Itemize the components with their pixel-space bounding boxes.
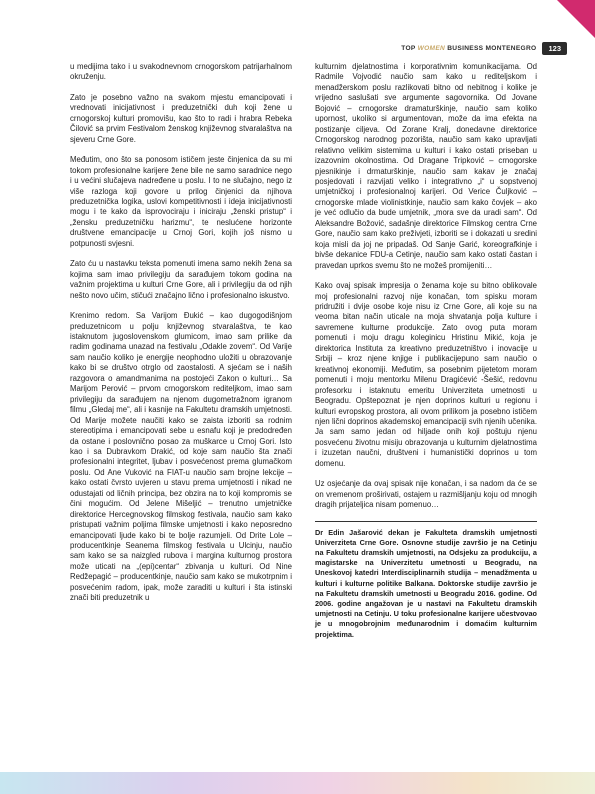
paragraph: Zato je posebno važno na svakom mjestu emancipovati i vrednovati inicijativnost i preduzetnički duh koji žene u crnogorskoj kulturi promovišu, kao što to radi i hrabra Rebeka Čilović sa prvim Festivalom ženskog književnog stvaralaštva na sjeveru Crne Gore.	[70, 92, 292, 144]
page-number: 123	[542, 42, 567, 55]
paragraph: u medijima tako i u svakodnevnom crnogorskom patrijarhalnom okruženju.	[70, 62, 292, 82]
left-text-column	[70, 62, 292, 614]
paragraph: Zato ću u nastavku teksta pomenuti imena samo nekih žena sa kojima sam imao privilegiju da sarađujem tokom godina na važnim projektima u kulturi Crne Gore, ali i privilegiju da od njih nešto novo učim, stičući značajno lično i profesionalno iskustvo.	[70, 259, 292, 300]
running-header	[401, 42, 567, 54]
paragraph: Uz osjećanje da ovaj spisak nije konačan, i sa nadom da će se on vremenom proširivati, ostajem u razmišljanju koju od mnogih dragih prijatelјica nisam pomenuo…	[315, 479, 537, 510]
footer-gradient-band	[0, 772, 595, 794]
right-text-column	[315, 62, 537, 650]
bio-divider	[315, 521, 537, 522]
brand-women: WOMEN	[417, 44, 446, 52]
paragraph: Kako ovaj spisak impresija o ženama koje su bitno oblikovale moj profesionalni razvoj nije konačan, tom spisku moram pridružiti i dvije osobe koje nisu iz Crne Gore, ali koje su na veoma bitan način uticale na moja shvatanja polja kulture i savremene kulturne produkcije. Zato ovog puta moram pomenuti i moju dragu koleginicu Hristinu Mikić, koja je direktorica Instituta za kreativno preduzetništvo i inovacije u Srbiji – kroz njene knjige i publikacijepuno sam naučio o kreativnoj ekonomiji. Međutim, sa posebnim pijetetom moram pomenuti i moju mentorku Milenu Dragićević -Šešić, redovnu profesorku i istaknutu emeritu Univerziteta umetnosti u Beogradu. Opštepoznat je njen doprinos kulturi u regionu i kulturi evropskog prostora, ali ovom prilikom ja posebno ističem njen lični doprinos akademskoj emancipaciji svih njenih učenika. Ja sam samo jedan od hiljade onih koji poštuju njenu posvećenu životnu misiju obrazovanja u kulturnim djelatnostima i izuzetan naučni, društveni i humanistički doprinos u tom domenu.	[315, 281, 537, 468]
brand-suffix: BUSINESS MONTENEGRO	[445, 44, 537, 52]
corner-accent-triangle	[557, 0, 595, 38]
paragraph: kulturnim djelatnostima i korporativnim komunikacijama. Od Radmile Vojvodić naučio sam kako u rediteljskom i menadžerskom poslu razlikovati bitno od nebitnog i kolike je vrijedno saslušati sve argumente sagovornika. Od Jovane Bojović – crnogorske dramaturškinje, naučio sam koliko upornost, ukoliko si argumentovan, može da ima efekta na postizanje cilјeva. Od Zorane Kralj, donedavne direktorice Crnogorskog narodnog pozorišta, naučio sam kako upravljati relativno velikim sistemima u kulturi i kako ostati priseban u izazovnim okolnostima. Od Dragane Tripković – crnogorske pjesnikinje i drmaturškinje, naučio sam kakav je značaj posjedovati i razvijati veliko i integrativno „i“ u sopstvenoj umjetničkoj i profesionalnoj karijeri. Od Verice Čuljković – crnogorske mlade violinistkinje, naučio sam kako čovjek – ako je već odlučio da bude umjetnik, „mora sve da uradi sam“. Od Aleksandre Božović, sadašnje direktorice Filmskog centra Crne Gore, naučio sam kako preživjeti, izboriti se i dokazati u sredini koja misli da joj ne pripadaš. Od Sanje Garić, koreografkinje i bivše dekanice FDU-a Cetinje, naučio sam kako ostati častan i pravedan uprkos svemu što ne možeš promijeniti…	[315, 62, 537, 270]
paragraph: Krenimo redom. Sa Varijom Đukić – kao dugogodišnjom preduzetnicom u polju književnog stvaralaštva, te kao istaknutom jugoslovenskom glumicom, imao sam prilike da radim godinama unazad na festivalu „Odakle zovem“. Od Varije sam naučio koliko je energije neophodno uložiti u obrazovanje kako bi se društvo otrglo od zaostalosti. A sjećam se i naših razgovora o amandmanima na postojeći Zakon o kulturi… Sa Marijom Perović – prvom crnogorskom rediteljkom, imao sam privilegiju da sarađujem na njenom dugometražnom igranom filmu „Gledaj me“, ali i kasnije na Fakultetu dramskih umjetnosti. Od Marije možete naučiti kako se zaista izboriti sa rodnim stereotipima i emancipovati sebe u esnafu koji je predodređen da ostane i poslovnično posao za muškarce u Crnoj Gori. Isto kao i sa Dubravkom Drakić, od koje sam naučio šta znači profesionalni integritet, ljubav i posvećenost prema glumačkom poslu. Od Ane Vuković na FIAT-u naučio sam brojne lekcije – kako ostati čvrsto uvjeren u stavu prema umjetnosti i nikad ne odustajati od ličnih principa, bez obzira na to koji kompromis se čini mogućim. Od Jelene Mišeljić – trenutno umjetničke direktorice Hercegnovskog filmskog festivala, naučio sam kako pristupati važnim poljima filmske umjetnosti i kako neposredno emancipovati ljude kako bi te bolje razumjeli. Od Drite Lole – producentkinje Seanema filmskog festivala u Ulcinju, naučio sam kako se sa naizgled rubova i margina kulturnog prostora može uticati na „(epi)centar“ zbivanja u kulturi. Od Nine Redžepagić – producentkinje, naučio sam kako se mukotrpnim i posvećenim radom, ipak, može zaraditi u kulturi i šta istinski znači biti preduzetnik u	[70, 311, 292, 603]
magazine-brand	[401, 45, 536, 52]
paragraph: Međutim, ono što sa ponosom ističem jeste činjenica da su mi tokom profesionalne karijere žene bile ne samo saradnice nego i u većini slučajeva nadređene u poslu. I to ne slučajno, nego iz više razloga koji govore u prilog činjenici da njihova preduzetnička logika, uslovi kompetitivnosti i ideja inicijativnosti mogu i te kako da isprovociraju i iniciraju „ženski pristup“ i „žensku preduzetničku harizmu“, te neslućene horizonte društvene emancipacije u Crnoj Gori, kojih još nismo u potpunosti svjesni.	[70, 155, 292, 248]
author-bio: Dr Edin Jašarović dekan je Fakulteta dramskih umjetnosti Univerziteta Crne Gore. Osnovne studije završio je na Cetinju na Fakultetu dramskih umjetnosti, na Odsjeku za produkciju, a magistarske na Univerzitetu umetnosti u Beogradu, na Uneskovoj katedri Interdisciplinarnih studija – menadžmenta u kulturi i kulturne politike Balkana. Doktorske studije završio je na Fakultetu dramskih umetnosti u Beogradu 2016. godine. Od 2006. godine angažovan je u nastavi na Fakultetu dramskih umjetnosti na Cetinju. U toku profesionalne karijere učestvovao je u mnogobrojnim međunarodnim i domaćim kulturnim projektima.	[315, 527, 537, 639]
brand-prefix: TOP	[401, 44, 418, 52]
